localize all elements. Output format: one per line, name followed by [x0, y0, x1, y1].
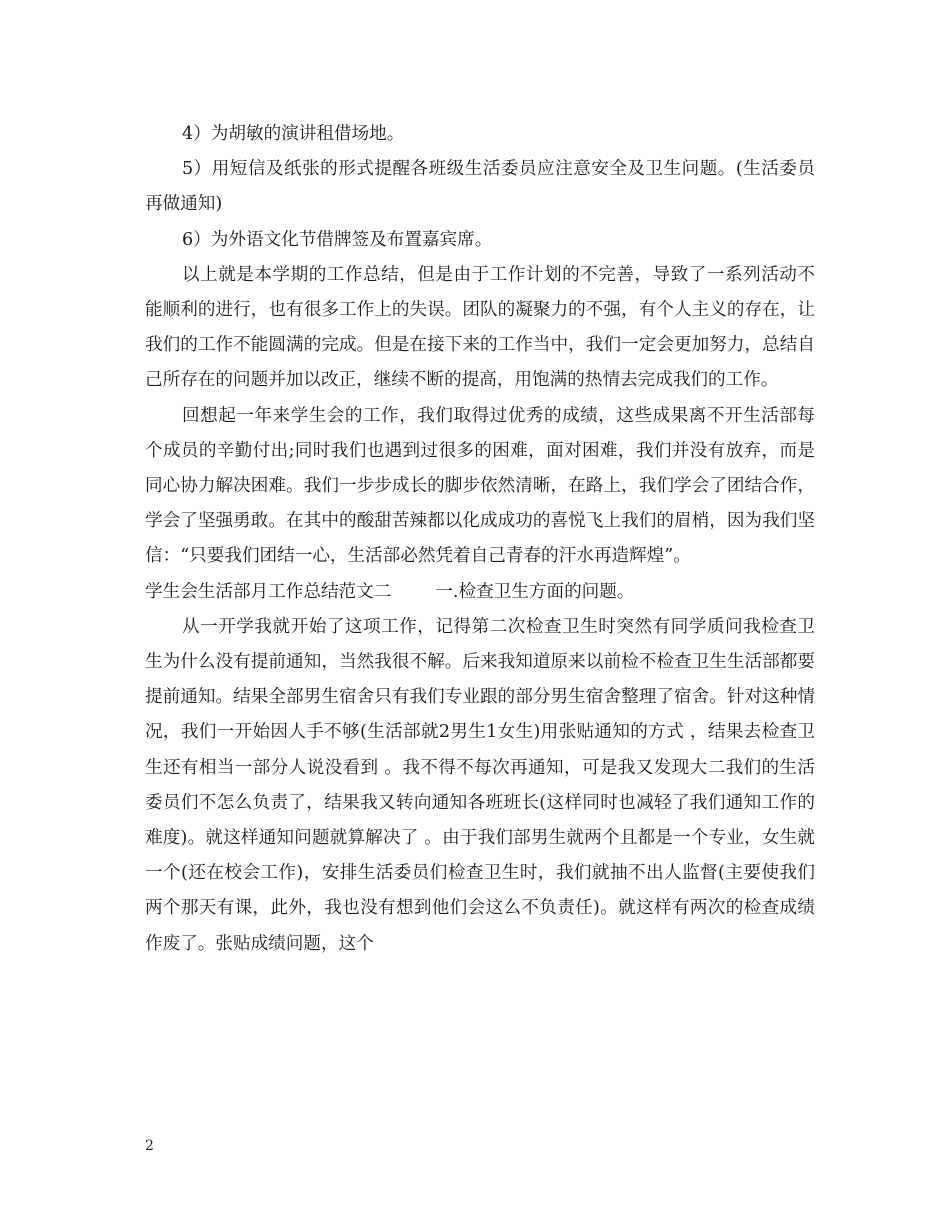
list-item-5: 5）用短信及纸张的形式提醒各班级生活委员应注意安全及卫生问题。(生活委员再做通知): [145, 159, 815, 215]
page-number: 2: [145, 1138, 154, 1154]
list-item-6: 6）为外语文化节借牌签及布置嘉宾席。: [182, 229, 493, 250]
list-item-4: 4）为胡敏的演讲租借场地。: [182, 124, 405, 144]
section-title: 学生会生活部月工作总结范文二: [145, 581, 392, 602]
document-body: [145, 117, 815, 962]
summary-paragraph: 以上就是本学期的工作总结，但是由于工作计划的不完善，导致了一系列活动不能顺利的进行，也有很多工作上的失误。团队的凝聚力的不强，有个人主义的存在，让我们的工作不能圆满的完成。但是在接下来的工作当中，我们一定会更加努力，总结自己所存在的问题并加以改正，继续不断的提高，用饱满的热情去完成我们的工作。: [145, 264, 815, 391]
detail-paragraph: 从一开学我就开始了这项工作，记得第二次检查卫生时突然有同学质问我检查卫生为什么没有提前通知，当然我很不解。后来我知道原来以前检不检查卫生生活部都要提前通知。结果全部男生宿舍只有我们专业跟的部分男生宿舍整理了宿舍。针对这种情况，我们一开始因人手不够(生活部就2男生1女生)用张贴通知的方式 ，结果去检查卫生还有相当一部分人说没看到 。我不得不每次再通知，可是我又发现大二我们的生活委员们不怎么负责了，结果我又转向通知各班班长(这样同时也减轻了我们通知工作的难度)。就这样通知问题就算解决了 。由于我们部男生就两个且都是一个专业，女生就一个(还在校会工作)，安排生活委员们检查卫生时，我们就抽不出人监督(主要使我们两个那天有课，此外，我也没有想到他们会这么不负责任)。就这样有两次的检查成绩作废了。张贴成绩问题，这个: [145, 616, 815, 954]
section-heading: [145, 575, 815, 610]
reflection-paragraph: 回想起一年来学生会的工作，我们取得过优秀的成绩，这些成果离不开生活部每个成员的辛勤付出;同时我们也遇到过很多的困难，面对困难，我们并没有放弃，而是同心协力解决困难。我们一步步成长的脚步依然清晰，在路上，我们学会了团结合作，学会了坚强勇敢。在其中的酸甜苦辣都以化成成功的喜悦飞上我们的眉梢，因为我们坚信：“只要我们团结一心，生活部必然凭着自己青春的汗水再造辉煌”。: [145, 405, 815, 567]
section-subtitle: 一.检查卫生方面的问题。: [435, 581, 635, 602]
